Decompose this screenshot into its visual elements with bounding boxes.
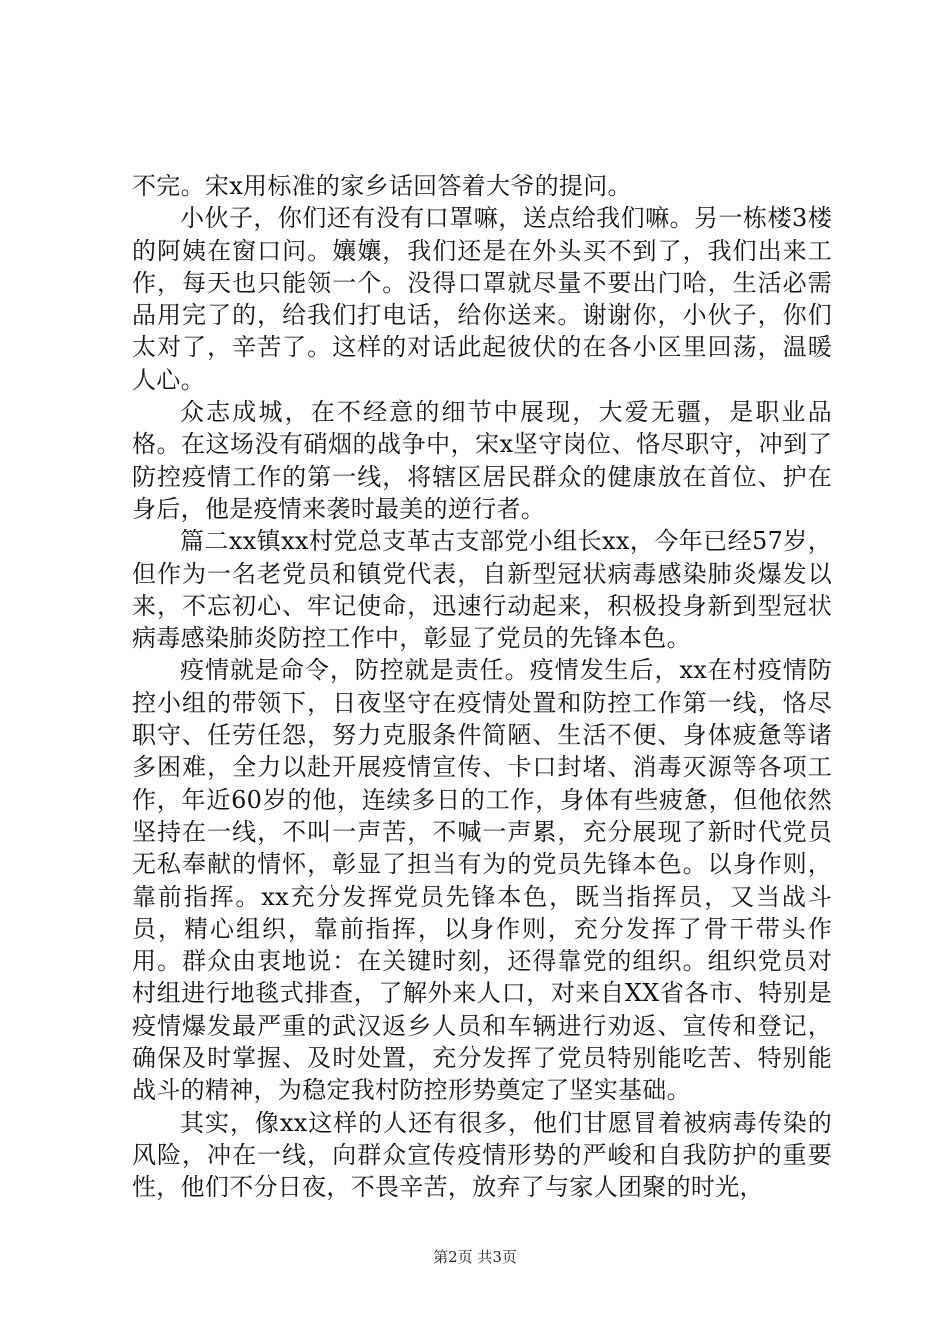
page-number-footer: 第2页 共3页: [433, 1248, 517, 1266]
document-body: [132, 170, 832, 1204]
paragraph-3: 众志成城，在不经意的细节中展现，大爱无疆，是职业品格。在这场没有硝烟的战争中，宋x坚守岗位、恪尽职守，冲到了防控疫情工作的第一线，将辖区居民群众的健康放在首位、护在身后，他是疫情来袭时最美的逆行者。: [132, 398, 832, 523]
paragraph-6: 其实，像xx这样的人还有很多，他们甘愿冒着被病毒传染的风险，冲在一线，向群众宣传疫情形势的严峻和自我防护的重要性，他们不分日夜，不畏辛苦，放弃了与家人团聚的时光，: [132, 1108, 832, 1202]
paragraph-1: 不完。宋x用标准的家乡话回答着大爷的提问。: [132, 172, 632, 200]
paragraph-4: 篇二xx镇xx村党总支革古支部党小组长xx，今年已经57岁，但作为一名老党员和镇党代表，自新型冠状病毒感染肺炎爆发以来，不忘初心、牢记使命，迅速行动起来，积极投身新到型冠状病毒感染肺炎防控工作中，彰显了党员的先锋本色。: [132, 527, 832, 653]
paragraph-2: 小伙子，你们还有没有口罩嘛，送点给我们嘛。另一栋楼3楼的阿姨在窗口问。孃孃，我们还是在外头买不到了，我们出来工作，每天也只能领一个。没得口罩就尽量不要出门哈，生活必需品用完了的，给我们打电话，给你送来。谢谢你，小伙子，你们太对了，辛苦了。这样的对话此起彼伏的在各小区里回荡，温暖人心。: [132, 204, 832, 394]
paragraph-5: 疫情就是命令，防控就是责任。疫情发生后，xx在村疫情防控小组的带领下，日夜坚守在疫情处置和防控工作第一线，恪尽职守、任劳任怨，努力克服条件简陋、生活不便、身体疲惫等诸多困难，全力以赴开展疫情宣传、卡口封堵、消毒灭源等各项工作，年近60岁的他，连续多日的工作，身体有些疲惫，但他依然坚持在一线，不叫一声苦，不喊一声累，充分展现了新时代党员无私奉献的情怀，彰显了担当有为的党员先锋本色。以身作则，靠前指挥。xx充分发挥党员先锋本色，既当指挥员，又当战斗员，精心组织，靠前指挥，以身作则，充分发挥了骨干带头作用。群众由衷地说：在关键时刻，还得靠党的组织。组织党员对村组进行地毯式排查，了解外来人口，对来自XX省各市、特别是疫情爆发最严重的武汉返乡人员和车辆进行劝返、宣传和登记，确保及时掌握、及时处置，充分发挥了党员特别能吃苦、特别能战斗的精神，为稳定我村防控形势奠定了坚实基础。: [132, 656, 832, 1105]
